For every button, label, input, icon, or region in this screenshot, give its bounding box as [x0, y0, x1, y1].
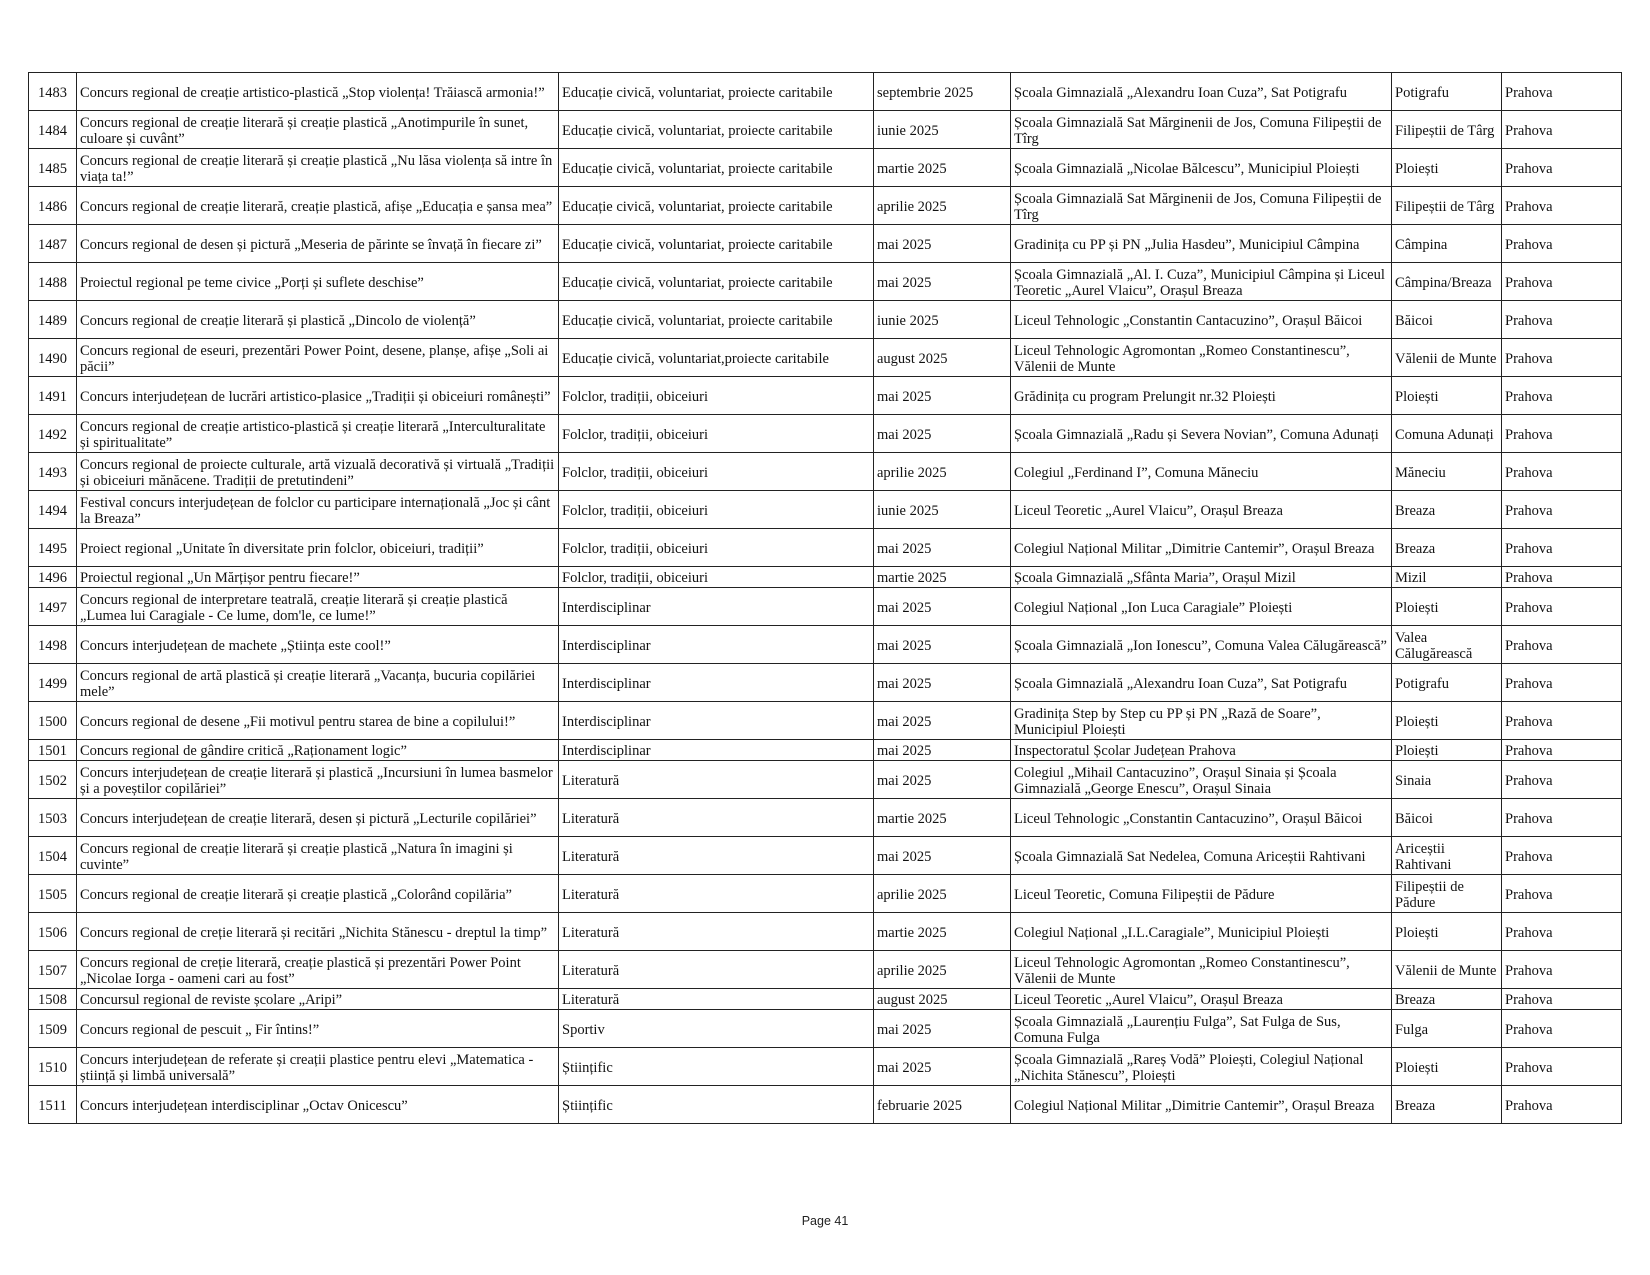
cell-domain: Educație civică, voluntariat, proiecte caritabile [559, 301, 874, 339]
cell-county: Prahova [1502, 529, 1622, 567]
cell-domain: Literatură [559, 799, 874, 837]
cell-period: aprilie 2025 [874, 875, 1011, 913]
cell-school: Școala Gimnazială Sat Nedelea, Comuna Ariceștii Rahtivani [1011, 837, 1392, 875]
cell-title: Concurs interjudețean interdisciplinar „Octav Onicescu” [77, 1086, 559, 1124]
table-row [29, 187, 1622, 225]
cell-school: Școala Gimnazială „Al. I. Cuza”, Municipiul Câmpina și Liceul Teoretic „Aurel Vlaicu”, Orașul Breaza [1011, 263, 1392, 301]
cell-title: Concurs regional de interpretare teatrală, creație literară și creație plastică „Lumea lui Caragiale - Ce lume, dom'le, ce lume!” [77, 588, 559, 626]
cell-domain: Folclor, tradiții, obiceiuri [559, 491, 874, 529]
cell-period: mai 2025 [874, 225, 1011, 263]
cell-title: Concurs regional de creație literară și creație plastică „Natura în imagini și cuvinte” [77, 837, 559, 875]
cell-locality: Breaza [1392, 989, 1502, 1010]
cell-county: Prahova [1502, 73, 1622, 111]
cell-locality: Breaza [1392, 1086, 1502, 1124]
cell-domain: Folclor, tradiții, obiceiuri [559, 529, 874, 567]
table-row [29, 588, 1622, 626]
cell-school: Școala Gimnazială Sat Mărginenii de Jos, Comuna Filipeștii de Tîrg [1011, 187, 1392, 225]
cell-domain: Interdisciplinar [559, 740, 874, 761]
cell-county: Prahova [1502, 1086, 1622, 1124]
cell-number: 1484 [29, 111, 77, 149]
cell-period: mai 2025 [874, 588, 1011, 626]
cell-title: Concurs interjudețean de creație literară și plastică „Incursiuni în lumea basmelor și a poveștilor copilăriei” [77, 761, 559, 799]
cell-period: mai 2025 [874, 626, 1011, 664]
cell-county: Prahova [1502, 875, 1622, 913]
cell-period: iunie 2025 [874, 111, 1011, 149]
cell-title: Concurs regional de creație literară și creație plastică „Nu lăsa violența să intre în viața ta!” [77, 149, 559, 187]
cell-school: Școala Gimnazială „Nicolae Bălcescu”, Municipiul Ploiești [1011, 149, 1392, 187]
cell-domain: Științific [559, 1048, 874, 1086]
cell-locality: Băicoi [1392, 799, 1502, 837]
cell-period: mai 2025 [874, 1010, 1011, 1048]
cell-county: Prahova [1502, 913, 1622, 951]
cell-locality: Mizil [1392, 567, 1502, 588]
cell-county: Prahova [1502, 149, 1622, 187]
cell-locality: Sinaia [1392, 761, 1502, 799]
cell-domain: Sportiv [559, 1010, 874, 1048]
cell-title: Concurs interjudețean de lucrări artistico-plasice „Tradiții și obiceiuri românești” [77, 377, 559, 415]
cell-county: Prahova [1502, 377, 1622, 415]
cell-period: septembrie 2025 [874, 73, 1011, 111]
cell-school: Colegiul Național Militar „Dimitrie Cantemir”, Orașul Breaza [1011, 1086, 1392, 1124]
cell-domain: Educație civică, voluntariat,proiecte caritabile [559, 339, 874, 377]
cell-number: 1494 [29, 491, 77, 529]
cell-period: mai 2025 [874, 702, 1011, 740]
cell-domain: Interdisciplinar [559, 588, 874, 626]
cell-locality: Ploiești [1392, 702, 1502, 740]
cell-domain: Educație civică, voluntariat, proiecte caritabile [559, 187, 874, 225]
cell-county: Prahova [1502, 567, 1622, 588]
cell-locality: Potigrafu [1392, 73, 1502, 111]
cell-period: martie 2025 [874, 149, 1011, 187]
table-row [29, 73, 1622, 111]
table-row [29, 875, 1622, 913]
cell-domain: Literatură [559, 837, 874, 875]
cell-number: 1506 [29, 913, 77, 951]
table-row [29, 626, 1622, 664]
table-row [29, 951, 1622, 989]
cell-county: Prahova [1502, 187, 1622, 225]
cell-school: Colegiul Național „Ion Luca Caragiale” Ploiești [1011, 588, 1392, 626]
cell-school: Liceul Tehnologic Agromontan „Romeo Constantinescu”, Vălenii de Munte [1011, 339, 1392, 377]
table-row [29, 453, 1622, 491]
cell-period: mai 2025 [874, 761, 1011, 799]
cell-domain: Literatură [559, 761, 874, 799]
cell-county: Prahova [1502, 989, 1622, 1010]
cell-number: 1505 [29, 875, 77, 913]
cell-domain: Literatură [559, 989, 874, 1010]
cell-title: Concurs regional de proiecte culturale, artă vizuală decorativă și virtuală „Tradiții și obiceiuri mănăcene. Tradiții de pretutindeni” [77, 453, 559, 491]
cell-school: Școala Gimnazială „Alexandru Ioan Cuza”, Sat Potigrafu [1011, 664, 1392, 702]
cell-domain: Literatură [559, 951, 874, 989]
table-row [29, 989, 1622, 1010]
table-row [29, 339, 1622, 377]
cell-domain: Educație civică, voluntariat, proiecte caritabile [559, 73, 874, 111]
cell-number: 1497 [29, 588, 77, 626]
table-row [29, 913, 1622, 951]
cell-school: Colegiul „Ferdinand I”, Comuna Măneciu [1011, 453, 1392, 491]
table-row [29, 1010, 1622, 1048]
cell-title: Concurs regional de artă plastică și creație literară „Vacanța, bucuria copilăriei mele” [77, 664, 559, 702]
cell-title: Concurs regional de desene „Fii motivul pentru starea de bine a copilului!” [77, 702, 559, 740]
cell-school: Liceul Teoretic, Comuna Filipeștii de Pădure [1011, 875, 1392, 913]
cell-period: mai 2025 [874, 837, 1011, 875]
cell-school: Gradinița Step by Step cu PP și PN „Rază de Soare”, Municipiul Ploiești [1011, 702, 1392, 740]
cell-school: Școala Gimnazială „Laurențiu Fulga”, Sat Fulga de Sus, Comuna Fulga [1011, 1010, 1392, 1048]
cell-county: Prahova [1502, 225, 1622, 263]
cell-title: Proiectul regional „Un Mărțișor pentru fiecare!” [77, 567, 559, 588]
cell-title: Concurs regional de eseuri, prezentări Power Point, desene, planșe, afișe „Soli ai păcii” [77, 339, 559, 377]
cell-school: Liceul Tehnologic „Constantin Cantacuzino”, Orașul Băicoi [1011, 799, 1392, 837]
cell-county: Prahova [1502, 339, 1622, 377]
cell-title: Concurs regional de creție literară și recitări „Nichita Stănescu - dreptul la timp” [77, 913, 559, 951]
cell-period: februarie 2025 [874, 1086, 1011, 1124]
cell-locality: Ploiești [1392, 149, 1502, 187]
cell-period: mai 2025 [874, 740, 1011, 761]
cell-domain: Educație civică, voluntariat, proiecte caritabile [559, 263, 874, 301]
cell-locality: Câmpina [1392, 225, 1502, 263]
cell-county: Prahova [1502, 1048, 1622, 1086]
cell-school: Colegiul Național „I.L.Caragiale”, Municipiul Ploiești [1011, 913, 1392, 951]
table-row [29, 149, 1622, 187]
cell-locality: Câmpina/Breaza [1392, 263, 1502, 301]
cell-locality: Ploiești [1392, 913, 1502, 951]
cell-number: 1500 [29, 702, 77, 740]
cell-period: martie 2025 [874, 913, 1011, 951]
cell-domain: Literatură [559, 875, 874, 913]
cell-school: Liceul Tehnologic Agromontan „Romeo Constantinescu”, Vălenii de Munte [1011, 951, 1392, 989]
cell-title: Concurs regional de creație literară și plastică „Dincolo de violență” [77, 301, 559, 339]
cell-title: Concurs regional de creație artistico-plastică și creație literară „Interculturalitate și spiritualitate” [77, 415, 559, 453]
cell-period: aprilie 2025 [874, 453, 1011, 491]
cell-title: Concurs regional de pescuit „ Fir întins!” [77, 1010, 559, 1048]
cell-domain: Științific [559, 1086, 874, 1124]
cell-school: Școala Gimnazială „Radu și Severa Novian”, Comuna Adunați [1011, 415, 1392, 453]
table-body [29, 73, 1622, 1124]
table-row [29, 415, 1622, 453]
cell-period: martie 2025 [874, 567, 1011, 588]
page-number: Page 41 [801, 1214, 849, 1228]
cell-domain: Folclor, tradiții, obiceiuri [559, 567, 874, 588]
cell-locality: Filipeștii de Târg [1392, 111, 1502, 149]
cell-title: Concurs regional de creație artistico-plastică „Stop violența! Trăiască armonia!” [77, 73, 559, 111]
cell-school: Colegiul Național Militar „Dimitrie Cantemir”, Orașul Breaza [1011, 529, 1392, 567]
cell-number: 1487 [29, 225, 77, 263]
cell-domain: Educație civică, voluntariat, proiecte caritabile [559, 111, 874, 149]
cell-number: 1485 [29, 149, 77, 187]
cell-number: 1502 [29, 761, 77, 799]
cell-county: Prahova [1502, 761, 1622, 799]
cell-locality: Vălenii de Munte [1392, 951, 1502, 989]
cell-locality: Fulga [1392, 1010, 1502, 1048]
cell-period: mai 2025 [874, 664, 1011, 702]
cell-title: Proiect regional „Unitate în diversitate prin folclor, obiceiuri, tradiții” [77, 529, 559, 567]
cell-school: Școala Gimnazială „Alexandru Ioan Cuza”, Sat Potigrafu [1011, 73, 1392, 111]
cell-locality: Breaza [1392, 491, 1502, 529]
cell-title: Concursul regional de reviste școlare „Aripi” [77, 989, 559, 1010]
cell-domain: Folclor, tradiții, obiceiuri [559, 377, 874, 415]
competitions-table [28, 72, 1622, 1124]
cell-county: Prahova [1502, 799, 1622, 837]
cell-locality: Ploiești [1392, 1048, 1502, 1086]
cell-number: 1493 [29, 453, 77, 491]
cell-county: Prahova [1502, 664, 1622, 702]
cell-county: Prahova [1502, 301, 1622, 339]
cell-county: Prahova [1502, 1010, 1622, 1048]
cell-domain: Educație civică, voluntariat, proiecte caritabile [559, 225, 874, 263]
cell-period: mai 2025 [874, 415, 1011, 453]
cell-title: Concurs regional de creație literară și creație plastică „Colorând copilăria” [77, 875, 559, 913]
cell-number: 1511 [29, 1086, 77, 1124]
cell-number: 1488 [29, 263, 77, 301]
cell-domain: Interdisciplinar [559, 626, 874, 664]
cell-period: mai 2025 [874, 1048, 1011, 1086]
cell-title: Concurs regional de creție literară, creație plastică și prezentări Power Point „Nicolae Iorga - oameni cari au fost” [77, 951, 559, 989]
cell-title: Proiectul regional pe teme civice „Porți și suflete deschise” [77, 263, 559, 301]
cell-school: Inspectoratul Școlar Județean Prahova [1011, 740, 1392, 761]
cell-period: martie 2025 [874, 799, 1011, 837]
table-row [29, 377, 1622, 415]
cell-locality: Măneciu [1392, 453, 1502, 491]
table-row [29, 567, 1622, 588]
cell-number: 1495 [29, 529, 77, 567]
cell-locality: Breaza [1392, 529, 1502, 567]
cell-period: aprilie 2025 [874, 187, 1011, 225]
cell-locality: Filipeștii de Târg [1392, 187, 1502, 225]
cell-county: Prahova [1502, 263, 1622, 301]
cell-locality: Vălenii de Munte [1392, 339, 1502, 377]
cell-locality: Ploiești [1392, 377, 1502, 415]
cell-county: Prahova [1502, 453, 1622, 491]
cell-domain: Folclor, tradiții, obiceiuri [559, 415, 874, 453]
cell-period: august 2025 [874, 989, 1011, 1010]
cell-locality: Băicoi [1392, 301, 1502, 339]
table-row [29, 111, 1622, 149]
cell-locality: Potigrafu [1392, 664, 1502, 702]
cell-locality: Ariceștii Rahtivani [1392, 837, 1502, 875]
cell-period: mai 2025 [874, 377, 1011, 415]
table-row [29, 1048, 1622, 1086]
cell-period: aprilie 2025 [874, 951, 1011, 989]
cell-county: Prahova [1502, 415, 1622, 453]
cell-number: 1486 [29, 187, 77, 225]
cell-school: Liceul Teoretic „Aurel Vlaicu”, Orașul Breaza [1011, 491, 1392, 529]
cell-school: Școala Gimnazială „Sfânta Maria”, Orașul Mizil [1011, 567, 1392, 588]
cell-school: Școala Gimnazială Sat Mărginenii de Jos, Comuna Filipeștii de Tîrg [1011, 111, 1392, 149]
cell-number: 1503 [29, 799, 77, 837]
cell-number: 1501 [29, 740, 77, 761]
table-row [29, 301, 1622, 339]
cell-domain: Interdisciplinar [559, 702, 874, 740]
cell-number: 1499 [29, 664, 77, 702]
cell-number: 1491 [29, 377, 77, 415]
cell-county: Prahova [1502, 702, 1622, 740]
cell-period: iunie 2025 [874, 301, 1011, 339]
cell-title: Concurs regional de gândire critică „Raționament logic” [77, 740, 559, 761]
table-row [29, 664, 1622, 702]
cell-locality: Valea Călugărească [1392, 626, 1502, 664]
cell-locality: Ploiești [1392, 588, 1502, 626]
cell-county: Prahova [1502, 951, 1622, 989]
cell-county: Prahova [1502, 837, 1622, 875]
table-row [29, 529, 1622, 567]
cell-number: 1508 [29, 989, 77, 1010]
cell-title: Concurs interjudețean de machete „Știința este cool!” [77, 626, 559, 664]
cell-title: Concurs interjudețean de creație literară, desen și pictură „Lecturile copilăriei” [77, 799, 559, 837]
table-row [29, 761, 1622, 799]
cell-school: Colegiul „Mihail Cantacuzino”, Orașul Sinaia și Școala Gimnazială „George Enescu”, Orașul Sinaia [1011, 761, 1392, 799]
cell-number: 1489 [29, 301, 77, 339]
cell-number: 1496 [29, 567, 77, 588]
cell-title: Concurs regional de desen și pictură „Meseria de părinte se învață în fiecare zi” [77, 225, 559, 263]
cell-county: Prahova [1502, 491, 1622, 529]
cell-period: iunie 2025 [874, 491, 1011, 529]
cell-domain: Folclor, tradiții, obiceiuri [559, 453, 874, 491]
cell-number: 1492 [29, 415, 77, 453]
cell-county: Prahova [1502, 111, 1622, 149]
cell-number: 1498 [29, 626, 77, 664]
cell-locality: Ploiești [1392, 740, 1502, 761]
cell-number: 1483 [29, 73, 77, 111]
cell-number: 1510 [29, 1048, 77, 1086]
cell-school: Grădinița cu program Prelungit nr.32 Ploiești [1011, 377, 1392, 415]
cell-county: Prahova [1502, 626, 1622, 664]
cell-title: Festival concurs interjudețean de folclor cu participare internațională „Joc și cânt la Breaza” [77, 491, 559, 529]
table-row [29, 702, 1622, 740]
table-row [29, 1086, 1622, 1124]
table-row [29, 740, 1622, 761]
cell-county: Prahova [1502, 588, 1622, 626]
cell-period: mai 2025 [874, 529, 1011, 567]
cell-period: mai 2025 [874, 263, 1011, 301]
cell-number: 1507 [29, 951, 77, 989]
cell-locality: Filipeștii de Pădure [1392, 875, 1502, 913]
cell-title: Concurs interjudețean de referate și creații plastice pentru elevi „Matematica - știință și limbă universală” [77, 1048, 559, 1086]
cell-county: Prahova [1502, 740, 1622, 761]
cell-number: 1490 [29, 339, 77, 377]
cell-domain: Literatură [559, 913, 874, 951]
cell-domain: Educație civică, voluntariat, proiecte caritabile [559, 149, 874, 187]
cell-title: Concurs regional de creație literară, creație plastică, afișe „Educația e șansa mea” [77, 187, 559, 225]
cell-school: Liceul Tehnologic „Constantin Cantacuzino”, Orașul Băicoi [1011, 301, 1392, 339]
cell-title: Concurs regional de creație literară și creație plastică „Anotimpurile în sunet, culoare și cuvânt” [77, 111, 559, 149]
cell-locality: Comuna Adunați [1392, 415, 1502, 453]
table-row [29, 263, 1622, 301]
table-row [29, 837, 1622, 875]
cell-number: 1509 [29, 1010, 77, 1048]
table-row [29, 799, 1622, 837]
cell-school: Școala Gimnazială „Rareș Vodă” Ploiești, Colegiul Național „Nichita Stănescu”, Ploiești [1011, 1048, 1392, 1086]
table-row [29, 225, 1622, 263]
cell-period: august 2025 [874, 339, 1011, 377]
cell-school: Gradinița cu PP și PN „Julia Hasdeu”, Municipiul Câmpina [1011, 225, 1392, 263]
table-row [29, 491, 1622, 529]
cell-school: Liceul Teoretic „Aurel Vlaicu”, Orașul Breaza [1011, 989, 1392, 1010]
cell-domain: Interdisciplinar [559, 664, 874, 702]
cell-school: Școala Gimnazială „Ion Ionescu”, Comuna Valea Călugărească” [1011, 626, 1392, 664]
cell-number: 1504 [29, 837, 77, 875]
